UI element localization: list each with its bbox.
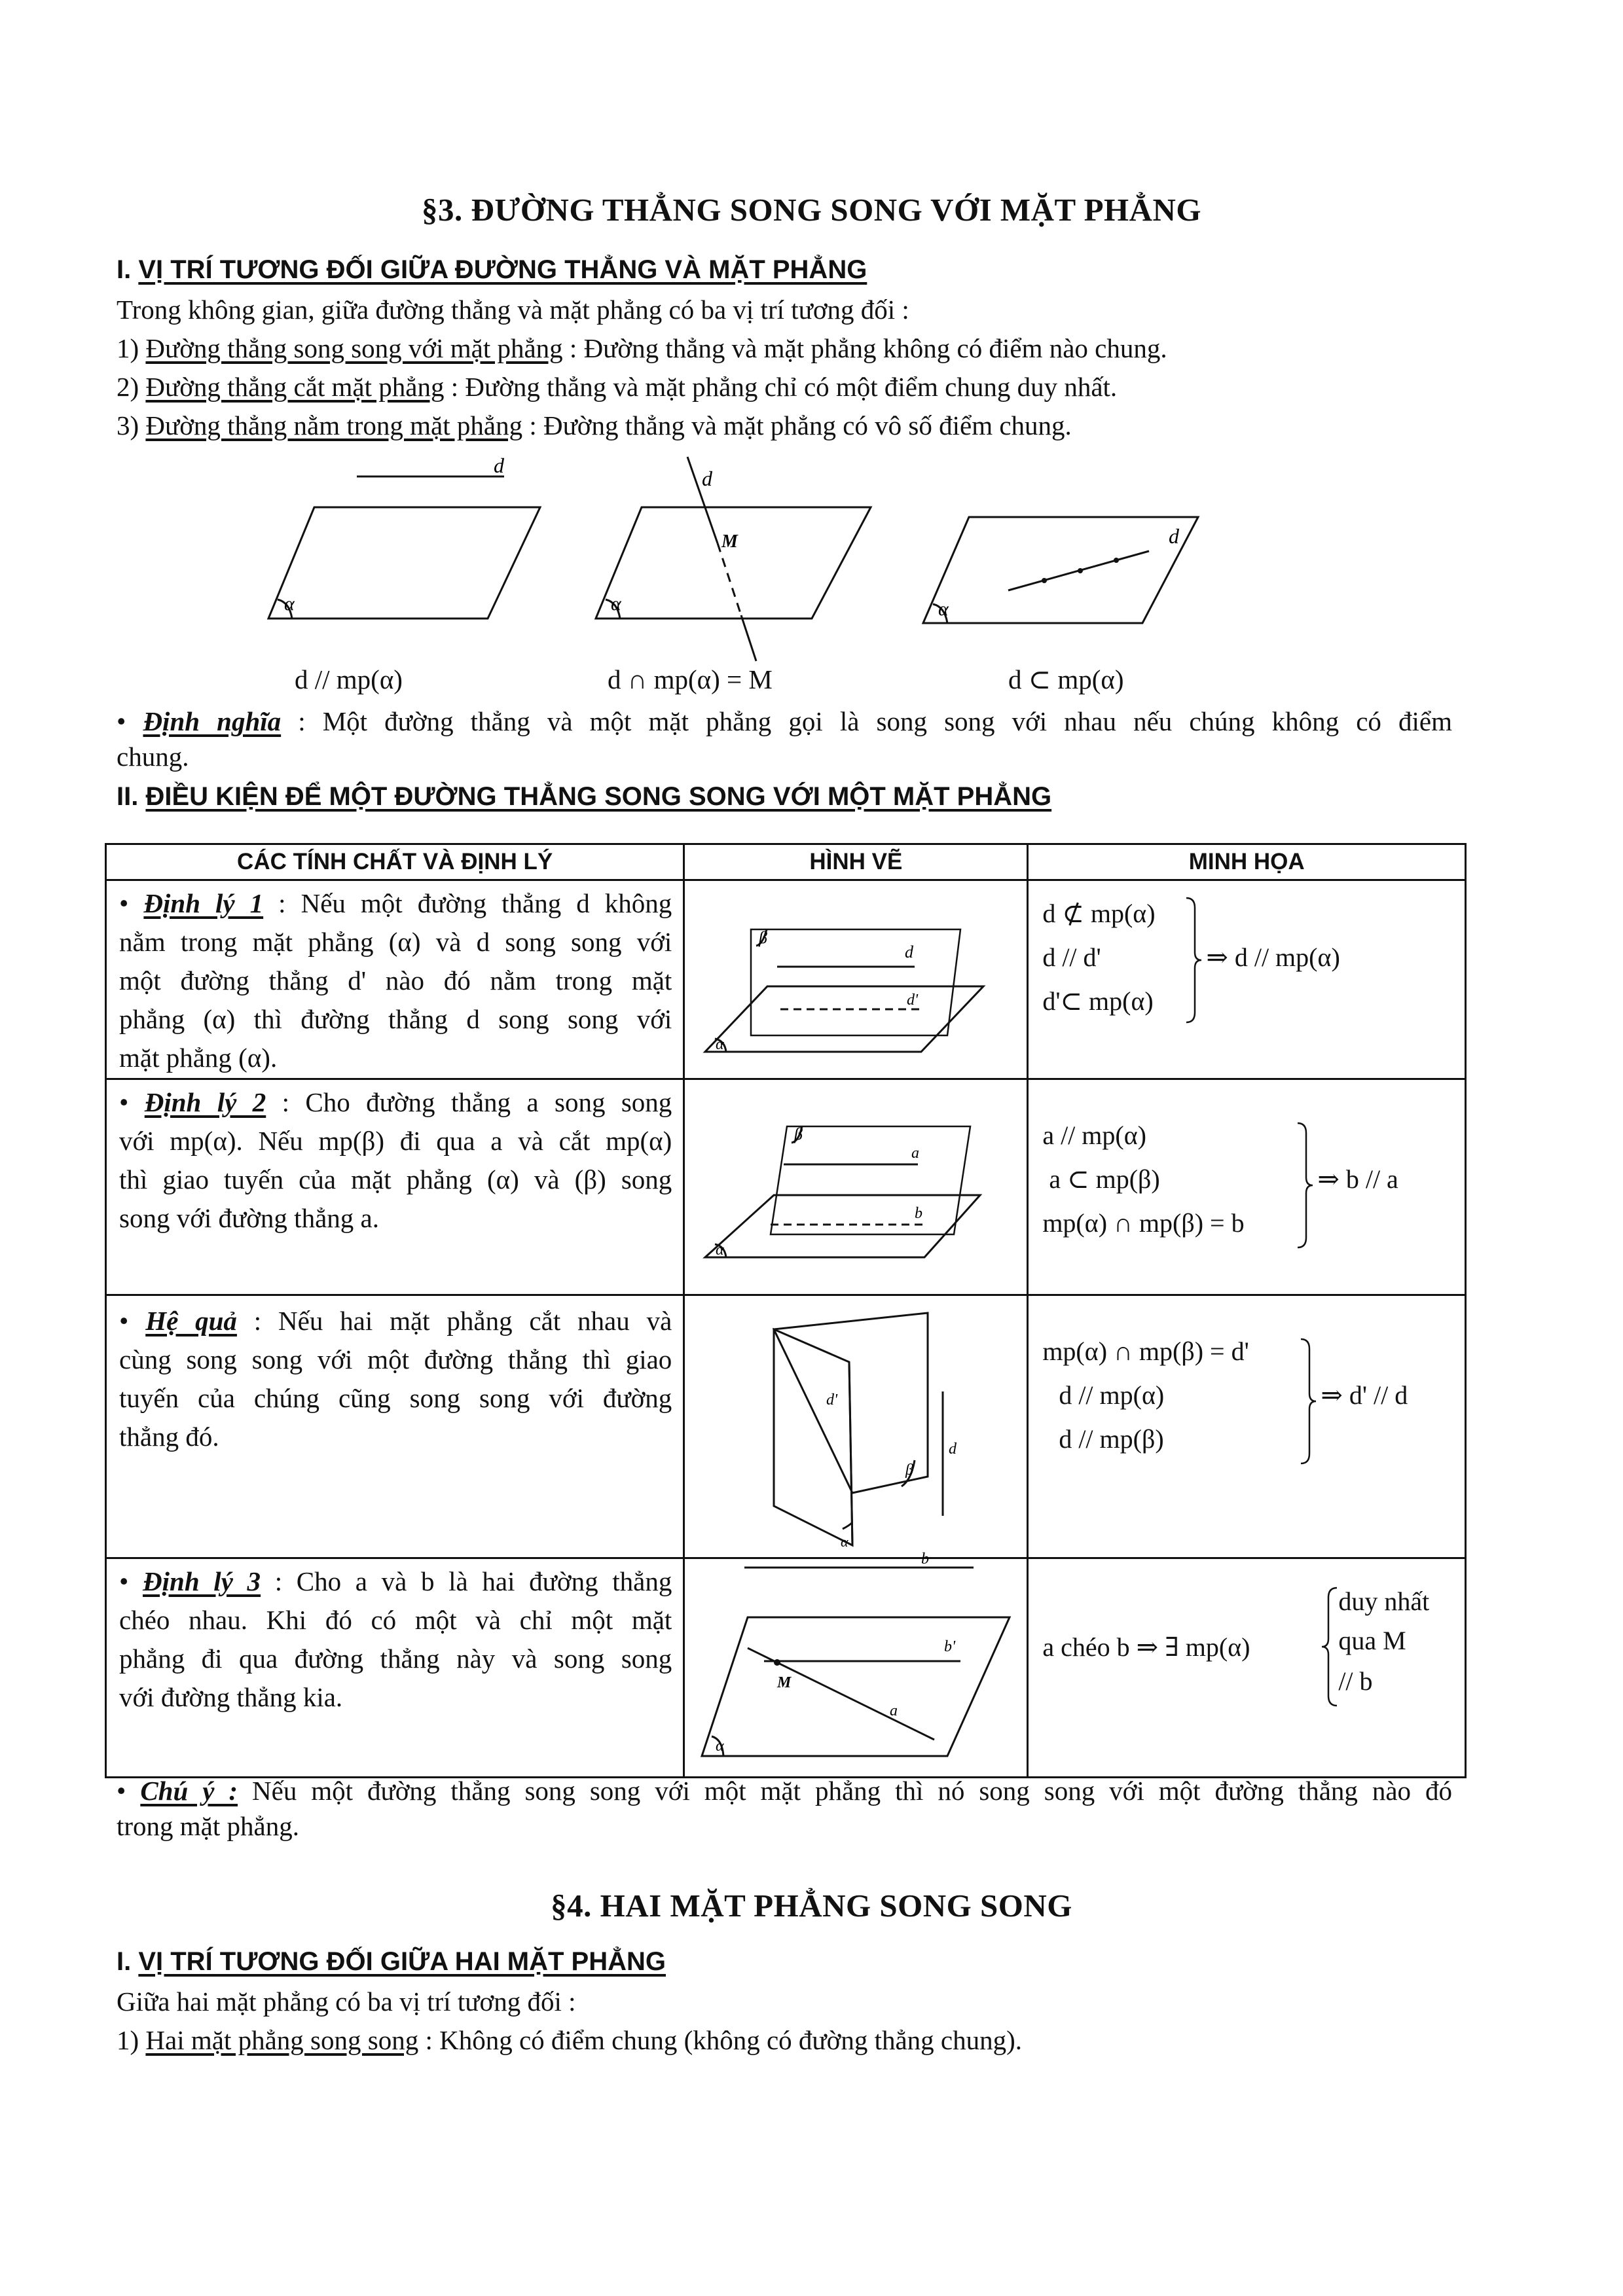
heading-number: I. bbox=[117, 255, 139, 284]
item-term: Đường thẳng song song với mặt phẳng bbox=[145, 333, 563, 363]
theorem-line: thì giao tuyến của mặt phẳng (α) và (β) song bbox=[119, 1164, 672, 1194]
theorem-cell bbox=[106, 880, 684, 1079]
theorem-line: chéo nhau. Khi đó có một và chỉ một mặt bbox=[119, 1605, 672, 1635]
plane-alpha bbox=[923, 517, 1198, 623]
brace bbox=[1294, 1120, 1314, 1251]
label-alpha: α bbox=[716, 1738, 724, 1755]
label-alpha: α bbox=[611, 593, 621, 615]
math-cell bbox=[1028, 1295, 1466, 1558]
bullet: • bbox=[119, 1306, 129, 1336]
math-line: d // d' bbox=[1042, 942, 1101, 972]
section4-title: §4. HAI MẶT PHẲNG SONG SONG bbox=[551, 1888, 1072, 1924]
label-alpha: α bbox=[284, 593, 295, 615]
theorem-line: một đường thẳng d' nào đó nằm trong mặt bbox=[119, 965, 672, 996]
math-line: qua M bbox=[1338, 1626, 1406, 1655]
theorem-line: phẳng (α) thì đường thẳng d song song với bbox=[119, 1004, 672, 1034]
definition-term: Định nghĩa bbox=[143, 706, 282, 736]
label-b: b bbox=[915, 1205, 923, 1222]
math-line: // b bbox=[1338, 1666, 1373, 1696]
math-result: ⇒ b // a bbox=[1317, 1164, 1398, 1194]
item-term: Đường thẳng nằm trong mặt phẳng bbox=[145, 410, 523, 440]
theorem1-figure bbox=[685, 882, 1026, 1071]
plane-alpha bbox=[702, 1617, 1010, 1756]
brace bbox=[1298, 1336, 1317, 1467]
figure-caption-3: d ⊂ mp(α) bbox=[1008, 664, 1124, 694]
math-cell bbox=[1028, 880, 1466, 1079]
label-bp: b' bbox=[944, 1638, 956, 1655]
relative-position-figures bbox=[249, 445, 1270, 668]
column-header: CÁC TÍNH CHẤT VÀ ĐỊNH LÝ bbox=[106, 844, 684, 880]
bullet: • bbox=[119, 1087, 129, 1117]
section3-part2-heading bbox=[117, 782, 1051, 812]
list-item bbox=[117, 332, 1167, 364]
label-a: a bbox=[911, 1145, 920, 1162]
theorem-cell bbox=[106, 1079, 684, 1295]
item-desc: : Không có điểm chung (không có đường thẳng chung). bbox=[418, 2025, 1023, 2055]
figure-caption-2: d ∩ mp(α) = M bbox=[608, 664, 773, 694]
figure-caption-1: d // mp(α) bbox=[295, 664, 403, 694]
label-d: d bbox=[1169, 524, 1179, 548]
heading-text: ĐIỀU KIỆN ĐỂ MỘT ĐƯỜNG THẲNG SONG SONG VỚI MỘT MẶT PHẲNG bbox=[145, 782, 1052, 811]
figure-cell bbox=[684, 880, 1028, 1079]
math-result: ⇒ d' // d bbox=[1321, 1380, 1408, 1410]
plane-alpha bbox=[774, 1329, 852, 1545]
point bbox=[1042, 578, 1047, 583]
theorem-line: : Nếu một đường thẳng d không bbox=[263, 888, 672, 918]
theorem-cell bbox=[106, 1558, 684, 1778]
heading-text: VỊ TRÍ TƯƠNG ĐỐI GIỮA HAI MẶT PHẲNG bbox=[138, 1947, 666, 1976]
theorem-line: : Nếu hai mặt phẳng cắt nhau và bbox=[236, 1306, 672, 1336]
theorem-table bbox=[105, 843, 1467, 1778]
note-line2: trong mặt phẳng. bbox=[117, 1811, 299, 1841]
note-line1 bbox=[117, 1772, 1452, 1810]
math-line: d // mp(α) bbox=[1059, 1380, 1165, 1410]
label-dp: d' bbox=[826, 1391, 838, 1408]
item-number: 1) bbox=[117, 2025, 146, 2055]
figure-cell bbox=[684, 1551, 1028, 1778]
theorem-term: Định lý 2 bbox=[144, 1087, 266, 1117]
column-header: MINH HỌA bbox=[1028, 844, 1466, 880]
section3-part1-heading bbox=[117, 255, 867, 285]
bullet: • bbox=[119, 1566, 129, 1596]
table-row bbox=[106, 1079, 1466, 1295]
plane-alpha bbox=[268, 507, 540, 619]
definition-line1 bbox=[117, 702, 1452, 741]
theorem-line: mặt phẳng (α). bbox=[119, 1043, 278, 1073]
theorem-cell bbox=[106, 1295, 684, 1558]
list-item bbox=[117, 371, 1117, 403]
figure-cell bbox=[684, 1079, 1028, 1295]
item-desc: : Đường thẳng và mặt phẳng chỉ có một điểm chung duy nhất. bbox=[444, 372, 1118, 402]
table-header-row bbox=[106, 844, 1466, 880]
label-alpha: α bbox=[716, 1036, 724, 1053]
label-dp: d' bbox=[907, 992, 919, 1009]
math-line: mp(α) ∩ mp(β) = d' bbox=[1042, 1336, 1249, 1366]
theorem-line: thẳng đó. bbox=[119, 1422, 219, 1452]
theorem-line: cùng song song với một đường thẳng thì giao bbox=[119, 1344, 672, 1374]
math-line: d ⊄ mp(α) bbox=[1042, 899, 1156, 928]
bullet: • bbox=[117, 1776, 126, 1806]
corollary-figure bbox=[685, 1297, 1026, 1553]
theorem-line: : Cho đường thẳng a song song bbox=[266, 1087, 672, 1117]
table-row bbox=[106, 880, 1466, 1079]
theorem-line: với đường thẳng kia. bbox=[119, 1682, 343, 1712]
label-b: b bbox=[921, 1551, 930, 1568]
label-M: M bbox=[721, 531, 738, 552]
plane-alpha bbox=[705, 986, 983, 1052]
label-d: d bbox=[905, 942, 914, 961]
theorem-line: : Cho a và b là hai đường thẳng bbox=[261, 1566, 672, 1596]
table-row bbox=[106, 1558, 1466, 1778]
heading-number: I. bbox=[117, 1947, 139, 1976]
line-d-hidden bbox=[718, 543, 741, 615]
math-cell bbox=[1028, 1079, 1466, 1295]
brace bbox=[1321, 1585, 1340, 1709]
table-row bbox=[106, 1295, 1466, 1558]
definition-text: : Một đường thẳng và một mặt phẳng gọi là song song với nhau nếu chúng không có điểm bbox=[281, 706, 1453, 736]
item-term: Đường thẳng cắt mặt phẳng bbox=[145, 372, 445, 402]
theorem2-figure bbox=[685, 1081, 1026, 1290]
item-desc: : Đường thẳng và mặt phẳng có vô số điểm chung. bbox=[522, 410, 1072, 440]
item-term: Hai mặt phẳng song song bbox=[145, 2025, 419, 2055]
list-item bbox=[117, 2024, 1022, 2056]
theorem-line: song với đường thẳng a. bbox=[119, 1203, 379, 1233]
math-line: mp(α) ∩ mp(β) = b bbox=[1042, 1208, 1245, 1238]
theorem-term: Định lý 3 bbox=[143, 1566, 261, 1596]
line-dp bbox=[849, 1362, 852, 1545]
point bbox=[1078, 568, 1083, 573]
theorem-line: phẳng đi qua đường thẳng này và song song bbox=[119, 1643, 672, 1674]
item-number: 2) bbox=[117, 372, 146, 402]
figure-cell bbox=[684, 1295, 1028, 1558]
intro-text: Trong không gian, giữa đường thẳng và mặt phẳng có ba vị trí tương đối : bbox=[117, 295, 909, 325]
list-item bbox=[117, 410, 1072, 441]
column-header: HÌNH VẼ bbox=[684, 844, 1028, 880]
label-M: M bbox=[777, 1674, 792, 1691]
math-line: duy nhất bbox=[1338, 1587, 1430, 1616]
label-alpha: α bbox=[938, 598, 949, 620]
label-d: d bbox=[949, 1441, 957, 1458]
label-d: d bbox=[494, 454, 504, 477]
math-line: a // mp(α) bbox=[1042, 1121, 1147, 1150]
note-text: Nếu một đường thẳng song song với một mặt phẳng thì nó song song với một đường thẳng nào đó bbox=[238, 1776, 1453, 1806]
math-line: d'⊂ mp(α) bbox=[1042, 986, 1154, 1016]
point bbox=[1114, 558, 1119, 563]
label-beta: β bbox=[759, 928, 768, 947]
section3-title: §3. ĐƯỜNG THẲNG SONG SONG VỚI MẶT PHẲNG bbox=[421, 192, 1202, 228]
plane-alpha bbox=[596, 507, 871, 619]
item-number: 1) bbox=[117, 333, 146, 363]
math-line: a chéo b ⇒ ∃ mp(α) bbox=[1042, 1632, 1250, 1662]
theorem-term: Định lý 1 bbox=[143, 888, 264, 918]
note-term: Chú ý : bbox=[140, 1776, 238, 1806]
bullet: • bbox=[119, 888, 129, 918]
heading-number: II. bbox=[117, 782, 146, 811]
math-result: ⇒ d // mp(α) bbox=[1206, 942, 1340, 972]
label-beta: β bbox=[794, 1124, 803, 1143]
angle-mark-alpha bbox=[843, 1522, 852, 1529]
brace bbox=[1183, 895, 1203, 1026]
math-cell bbox=[1028, 1558, 1466, 1778]
item-desc: : Đường thẳng và mặt phẳng không có điểm nào chung. bbox=[562, 333, 1167, 363]
line-d-lower bbox=[741, 615, 756, 661]
label-d: d bbox=[702, 467, 712, 490]
heading-text: VỊ TRÍ TƯƠNG ĐỐI GIỮA ĐƯỜNG THẲNG VÀ MẶT PHẲNG bbox=[138, 255, 867, 284]
theorem-term: Hệ quả bbox=[145, 1306, 237, 1336]
label-alpha: α bbox=[716, 1242, 724, 1259]
intro-text: Giữa hai mặt phẳng có ba vị trí tương đối : bbox=[117, 1986, 576, 2017]
item-number: 3) bbox=[117, 410, 146, 440]
theorem-line: với mp(α). Nếu mp(β) đi qua a và cắt mp(α) bbox=[119, 1126, 672, 1156]
math-line: a ⊂ mp(β) bbox=[1049, 1164, 1160, 1194]
label-a: a bbox=[890, 1702, 898, 1719]
theorem-line: tuyến của chúng cũng song song với đường bbox=[119, 1383, 672, 1413]
plane-beta bbox=[751, 929, 960, 1035]
label-alpha: α bbox=[841, 1534, 848, 1550]
definition-line2: chung. bbox=[117, 742, 189, 772]
theorem3-figure bbox=[685, 1551, 1026, 1772]
theorem-line: nằm trong mặt phẳng (α) và d song song với bbox=[119, 927, 672, 957]
point-M bbox=[774, 1659, 780, 1666]
figure-contained bbox=[923, 517, 1198, 623]
bullet: • bbox=[117, 706, 126, 736]
figure-intersect bbox=[596, 457, 871, 661]
plane-alpha bbox=[705, 1195, 980, 1257]
math-line: d // mp(β) bbox=[1059, 1424, 1164, 1454]
label-beta: β bbox=[905, 1462, 914, 1479]
section4-part1-heading bbox=[117, 1947, 666, 1977]
figure-parallel bbox=[268, 476, 540, 619]
